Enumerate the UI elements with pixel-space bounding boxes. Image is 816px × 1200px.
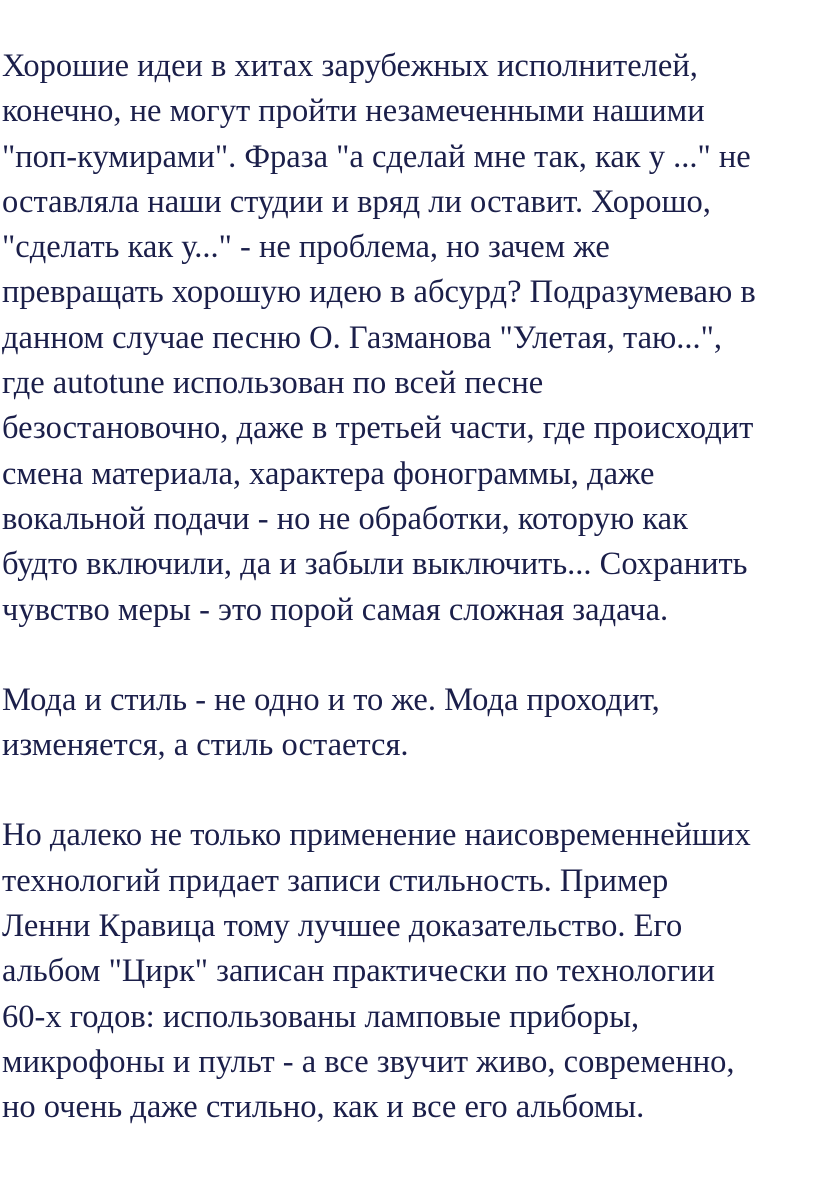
text-line: микрофоны и пульт - а все звучит живо, современно, [2,1043,735,1080]
text-line: данном случае песню О. Газманова "Улетая, таю...", [2,319,723,356]
paragraph-kravitz-example [2,813,816,1130]
paragraph-fashion-style [2,678,816,769]
text-line: чувство меры - это порой самая сложная задача. [2,591,669,628]
text-line: Но далеко не только применение наисовременнейших [2,817,751,854]
text-line: оставляла наши студии и вряд ли оставит. Хорошо, [2,183,711,220]
document-body [2,44,816,1131]
text-line: смена материала, характера фонограммы, даже [2,455,655,492]
text-line: конечно, не могут пройти незамеченными нашими [2,93,705,130]
paragraph-autotune [2,44,816,633]
text-line: Мода и стиль - не одно и то же. Мода проходит, [2,681,660,718]
text-line: альбом "Цирк" записан практически по технологии [2,953,715,990]
text-line: но очень даже стильно, как и все его альбомы. [2,1089,645,1126]
text-line: превращать хорошую идею в абсурд? Подразумеваю в [2,274,756,311]
text-line: Ленни Кравица тому лучшее доказательство. Его [2,908,683,945]
text-line: изменяется, а стиль остается. [2,727,409,764]
text-line: "сделать как у..." - не проблема, но зачем же [2,229,610,266]
text-line: будто включили, да и забыли выключить... Сохранить [2,546,748,583]
text-line: где autotune использован по всей песне [2,365,544,402]
text-line: 60-х годов: использованы ламповые приборы, [2,998,640,1035]
text-line: "поп-кумирами". Фраза "а сделай мне так, как у ..." не [2,138,751,175]
text-line: Хорошие идеи в хитах зарубежных исполнителей, [2,48,698,84]
text-line: технологий придает записи стильность. Пример [2,862,669,899]
text-line: безостановочно, даже в третьей части, где происходит [2,410,754,447]
text-line: вокальной подачи - но не обработки, которую как [2,500,688,537]
